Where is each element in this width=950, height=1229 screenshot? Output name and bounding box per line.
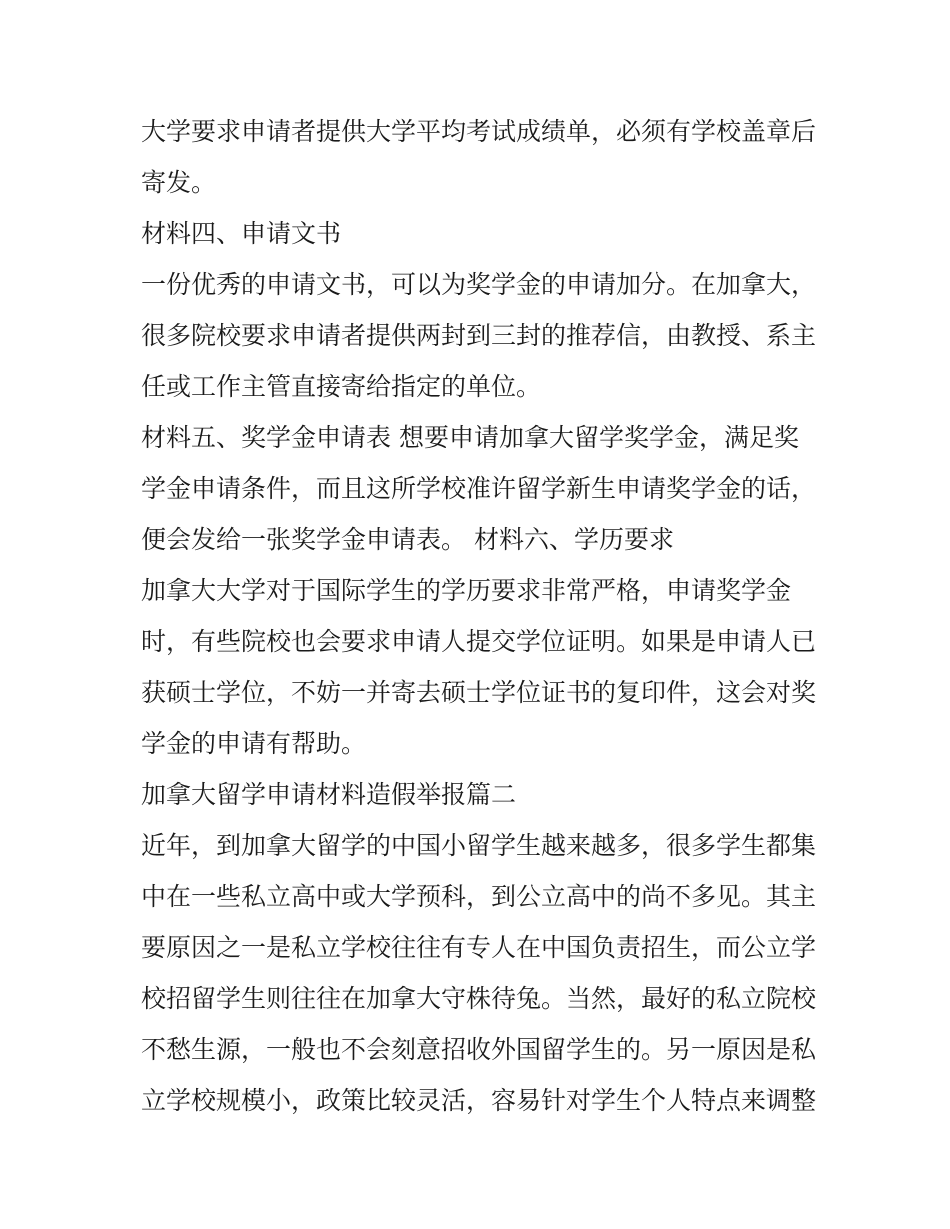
text-line: 加拿大大学对于国际学生的学历要求非常严格，申请奖学金 bbox=[141, 576, 792, 605]
text-line: 便会发给一张奖学金申请表。 材料六、学历要求 bbox=[141, 525, 674, 554]
document-body bbox=[141, 106, 817, 1126]
text-line: 很多院校要求申请者提供两封到三封的推荐信，由教授、系主 bbox=[141, 321, 817, 350]
text-line: 获硕士学位，不妨一并寄去硕士学位证书的复印件，这会对奖 bbox=[141, 678, 817, 707]
text-line: 校招留学生则往往在加拿大守株待兔。当然，最好的私立院校 bbox=[141, 984, 817, 1013]
text-line: 大学要求申请者提供大学平均考试成绩单，必须有学校盖章后 bbox=[141, 117, 817, 146]
text-line: 时，有些院校也会要求申请人提交学位证明。如果是申请人已 bbox=[141, 627, 817, 656]
text-line: 一份优秀的申请文书，可以为奖学金的申请加分。在加拿大， bbox=[141, 270, 817, 299]
text-line: 立学校规模小，政策比较灵活，容易针对学生个人特点来调整 bbox=[141, 1086, 817, 1115]
text-line: 近年，到加拿大留学的中国小留学生越来越多，很多学生都集 bbox=[141, 831, 817, 860]
text-line: 中在一些私立高中或大学预科，到公立高中的尚不多见。其主 bbox=[141, 882, 817, 911]
text-line: 要原因之一是私立学校往往有专人在中国负责招生，而公立学 bbox=[141, 933, 817, 962]
text-line: 学金的申请有帮助。 bbox=[141, 729, 367, 758]
text-line: 材料五、奖学金申请表 想要申请加拿大留学奖学金，满足奖 bbox=[141, 423, 799, 452]
text-line: 任或工作主管直接寄给指定的单位。 bbox=[141, 372, 542, 401]
section-heading: 加拿大留学申请材料造假举报篇二 bbox=[141, 780, 517, 809]
section-heading: 材料四、申请文书 bbox=[141, 219, 342, 248]
text-line: 学金申请条件，而且这所学校准许留学新生申请奖学金的话， bbox=[141, 474, 817, 503]
text-line: 不愁生源，一般也不会刻意招收外国留学生的。另一原因是私 bbox=[141, 1035, 817, 1064]
text-line: 寄发。 bbox=[141, 168, 217, 197]
